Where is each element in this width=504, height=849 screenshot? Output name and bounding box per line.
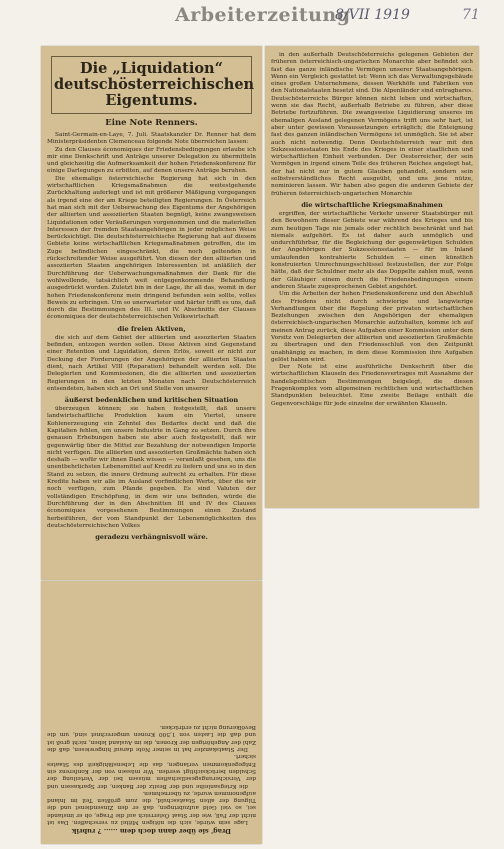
paragraph: Lage sein würde, sich die nötigen Mittel zu verschaffen. Das ist nicht der Fall, wie der Staat Österreich auf die Frage, ob er imstande sei, so viel Geld aufzubringen, daß er den Zinsendienst und die Tilgung der alten Staatsschuld, die zum größten Teil im Inland aufgenommen wurde, zu übernehmen. <box>47 789 256 825</box>
upside-down-body <box>47 723 256 825</box>
paragraph: ergriffen, der wirtschaftliche Verkehr unserer Staatsbürger mit den Bewohnern dieser Gebiete war während des Krieges und bis zum heutigen Tage nie jemals oder rechtlich beschränkt und hat niemals aufgehört. Es ist daher auch unmöglich und undurchführbar, für die Begleichung der gegenwärtigen Schulden der Angehörigen der Sukzessionsstaaten — für im Inland umlaufenden kontrahierte Schulden — einen künstlich konstruierten Umrechnungsschlüssel festzustellen, der zur Folge hätte, daß der Schuldner mehr als das Doppelte zahlen muß, wenn der Gläubiger einem durch die Friedensbedingungen einem anderen Staate zugesprochenen Gebiet angehört. <box>271 210 473 290</box>
clipping-column-2 <box>265 46 479 508</box>
subheadline: Eine Note Renners. <box>105 118 198 128</box>
col1-body-c <box>47 406 256 530</box>
paragraph: Zu den Clauses économiques der Friedensbedingungen erlaube ich mir eine Denkschrift und Anträge unserer Delegation zu übermitteln und gleichzeitig die Aufmerksamkeit der hohen Friedenskonferenz für einige Darlegungen zu erbitten, auf denen unsere Anträge beruhen. <box>47 146 256 175</box>
paragraph: Saint-Germain-en-Laye, 7. Juli. Staatskanzler Dr. Renner hat dem Ministerpräsidenten Clemenceau folgende Note überreichen lassen: <box>47 132 256 146</box>
clipping-column-1 <box>41 46 262 580</box>
paragraph: Der Note ist eine ausführliche Denkschrift über die wirtschaftlichen Klauseln des Friedensvertrages mit Ausnahme der handelspolitischen Bestimmungen beigelegt, die diesen Fragenkomplex vom allgemeinen rechtlichen und wirtschaftlichen Standpunkten beleuchtet. Eine zweite Beilage enthält die Gegenvorschläge für jede einzelne der erwähnten Klauseln. <box>271 364 473 407</box>
col1-body-b <box>47 335 256 393</box>
col1-body <box>47 132 256 322</box>
section-heading-assets: die freien Aktiven, <box>117 324 186 333</box>
paragraph: Der Staatskanzler hat in seiner Note darauf hingewiesen, daß die Zahl der Angehörigen der Kronen, die im Ausland leben, nicht groß ist und daß die Lasten von 1,500 Kronen umgerechnet sind, um die Bevölkerung nicht zu erdrücken. <box>47 724 256 753</box>
col2-body <box>271 52 473 198</box>
col2-body-b <box>271 211 473 408</box>
headline: Die „Liquidation“ deutschösterreichischen Eigentums. <box>51 56 252 114</box>
section-heading-war-measures: die wirtschaftliche Kriegsmaßnahmen <box>301 200 443 209</box>
paragraph: die Kriegsanleihe und der Besitz der Banken, der Sparkassen und der Versicherungsgesellschaften müssen bei der Verteilung der Schulden berücksichtigt werden. Wir müssen von der Konferenz ein Entgegenkommen verlangen, das die Lebensfähigkeit des Staates sichert. <box>47 753 256 789</box>
paragraph: Um die Arbeiten der hohen Friedenskonferenz und den Abschluß des Friedens nicht durch schwierige und langwierige Verhandlungen über die Regelung der privaten wirtschaftlichen Beziehungen zwischen den Angehörigen der ehemaligen österreichisch-ungarischen Monarchie aufzuhalten, komme ich auf meinen Antrag zurück, diese Aufgaben einer Kommission unter dem Vorsitz von Delegierten der alliierten und assoziierten Großmächte zu übertragen und den Friedensschluß von den Zeitpunkt unabhängig zu machen, in dem diese Kommission ihre Aufgaben gelöst haben wird. <box>271 291 473 363</box>
handwritten-date: 8/VII 1919 <box>335 7 410 23</box>
paragraph: Die ehemalige österreichische Regierung hat sich in den wirtschaftlichen Kriegsmaßnahmen die weitestgehende Zurückhaltung auferlegt und ist mit größerer Mäßigung vorgegangen als irgend eine der am Kriege beteiligten Regierungen. In Österreich hat man sich mit der Ueberwachung des Eigentums der Angehörigen der alliierten und assoziierten Staaten begnügt, keine zwangsweisen Liquidationen oder Veräußerungen vorgenommen und die materiellen Interessen der fremden Staatsangehörigen in jeder möglichen Weise berücksichtigt. Die deutschösterreichische Regierung hat auf diesem Gebiete keine wirtschaftlichen Kriegsmaßnahmen getroffen, die im Zuge befindlichen eingeschränkt, die noch geltenden in rückschreitender Weise ausgeführt. Von diesen der den alliierten und assoziierten Staaten angehörigen Interessenten ist anläßlich der Durchführung der Ueberwachungsmaßnahmen der Dank für die wohlwollende, tatsächlich weit entgegenkommende Behandlung ausgedrückt worden. Zuletzt bin in der Lage, ihr all das, womit in der hohen Friedenskonferenz mein dringend befunden sein sollte, volles Beweis zu erbringen. Um so unerwarteter und härter trifft es uns, daß durch die Bestimmungen des III. und IV. Abschnitts der Clauses économiques der deutschösterreichischen Volkswirtschaft <box>47 175 256 321</box>
page-number: 71 <box>462 7 480 23</box>
upside-down-text <box>47 587 256 838</box>
masthead-stamp: Arbeiterzeitung <box>175 4 351 26</box>
upside-down-caption: Drag' sie über dann doch dem ...... ? rubrik <box>71 827 232 835</box>
clipping-upside-down <box>41 581 262 844</box>
section-heading-conditions: äußerst bedenklichen und kritischen Situation <box>64 396 239 405</box>
section-heading-danger: geradezu verhängnisvoll wäre. <box>95 533 208 542</box>
paragraph: in den außerhalb Deutschösterreichs gelegenen Gebieten der früheren österreichisch-ungarischen Monarchie aber befindet sich fast das ganze inländische Vermögen unserer Staatsangehörigen. Wenn ein Vergleich gestattet ist: Wenn ich das Verwaltungsgebäude eines großen Unternehmens, dessen Werkhöfe und Fabriken von den Nationalstaaten besetzt sind. Die Alpenländer sind entragbares. Deutschösterreichs Bürger können nicht leben und wirtschaften, wenn sie das Recht, außerhalb Betriebe zu führen, aber diese Betriebe fortzuführen. Die zwangsweise Liquidierung unseres im ehemaligen Ausland gelegenen Vermögens trifft uns sehr hart, ist aber unter gewissen Voraussetzungen erträglich; die Enteignung fast des ganzen inländischen Vermögens ist unmöglich. Sie ist aber auch nicht notwendig. Denn Deutschösterreich war mit den Sukzessionsstaaten bis Ende des Krieges in einer staatlichen und wirtschaftlichen Einheit verbunden. Der Oesterreicher, der sein Vermögen in irgend einem Teile des früheren Reiches angelegt hat, der hat nicht nur in gutem Glauben gehandelt, sondern sein selbstverständliches Recht ausgeübt, und uns jene nütze, nominieren lassen. Wir haben also gegen die anderen Gebiete der früheren österreichisch-ungarischen Monarchie <box>271 52 473 197</box>
paragraph: die sich auf dem Gebiet der alliierten und assoziierten Staaten befinden, entzogen werden sollen. Diese Aktiven sind Gegenstand einer Retention und Liquidation, deren Erlös, soweit er nicht zur Deckung der Forderungen der Angehörigen der alliierten Staaten dient, nach Artikel VIII (Reparation) behandelt werden soll. Die Delegierten und Kommissionen, die die alliierten und assoziierten Regierungen in den letzten Monaten nach Deutschösterreich entsendeten, haben sich an Ort und Stelle von unserer <box>47 334 256 392</box>
paragraph: überzeugen können; sie haben festgestellt, daß unsere landwirtschaftliche Produktion kaum ein Viertel, unsere Kohlenerzeugung ein Zehntel des Bedarfes deckt und daß die Kapitalien fehlen, um unsere Industrie in Gang zu setzen. Durch ihre genauen Erhebungen haben sie aber auch festgestellt, daß wir gegenwärtig über die Mittel zur Bezahlung der notwendigen Importe nicht verfügen. Die alliierten und assoziierten Großmächte haben sich deshalb — wofür wir ihnen Dank wissen — veranlaßt gesehen, uns die unentbehrlichsten Lebensmittel auf Kredit zu liefern und uns so in den Stand zu setzen, die innere Ordnung aufrecht zu erhalten. Für diese Kredite haben wir alle im Ausland vorfindlichen Werte, über die wir noch verfügen, zum Pfande gegeben. Es sind Valuten der vollständigen Erschöpfung, in dem wir uns befinden, würde die Durchführung der in den Abschnitten III und IV des Clauses économiques vorgesehenen Bestimmungen einen Zustand herbeiführen, der vom Standpunkt der Lebensmöglichkeiten des deutschösterreichischen Volkes <box>47 406 256 529</box>
